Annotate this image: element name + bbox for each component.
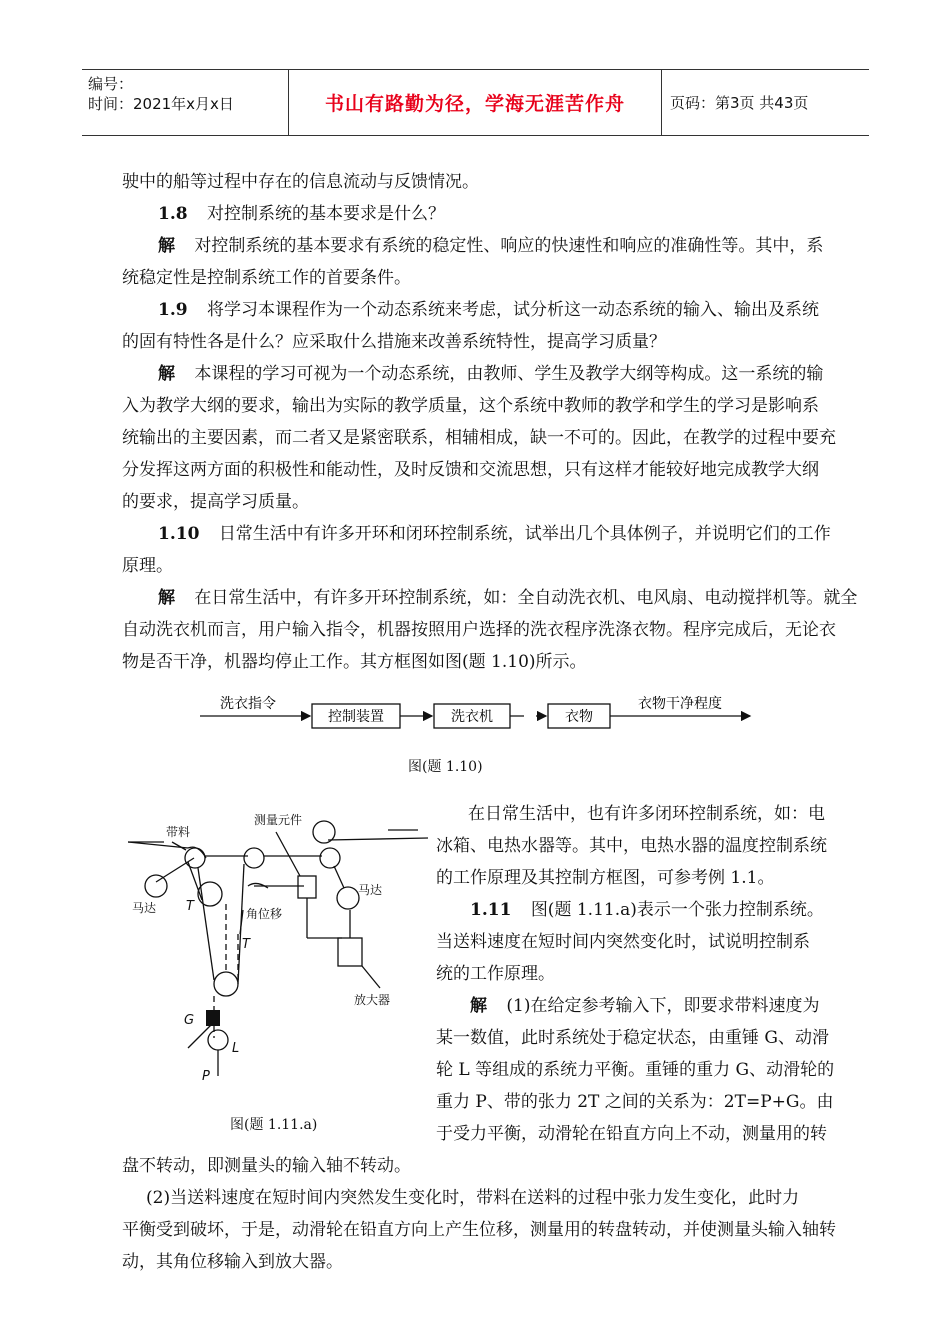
answer-mark: 解 xyxy=(158,588,175,608)
answer-line xyxy=(158,588,857,608)
text-line: 平衡受到破坏，于是，动滑轮在铅直方向上产生位移，测量用的转盘转动，并使测量头输入轴转 xyxy=(122,1220,836,1240)
text-line: 轮 L 等组成的系统力平衡。重锤的重力 G、动滑轮的 xyxy=(436,1060,835,1080)
weight-label: G xyxy=(184,1013,195,1028)
question-1-8 xyxy=(158,204,445,224)
tension-label: T xyxy=(242,937,250,952)
answer-line xyxy=(470,996,820,1016)
roller xyxy=(313,821,335,843)
tension-label: T xyxy=(186,899,194,914)
text-line: 盘不转动，即测量头的输入轴不转动。 xyxy=(122,1156,411,1176)
text-line: 当送料速度在短时间内突然变化时，试说明控制系 xyxy=(436,932,810,952)
sensor-block xyxy=(298,876,316,898)
angle-label: 角位移 xyxy=(246,907,283,921)
tension-control-diagram xyxy=(128,800,438,1090)
figure-caption: 图(题 1.11.a) xyxy=(230,1117,318,1133)
weight-block xyxy=(206,1010,220,1026)
output-label: 衣物干净程度 xyxy=(638,696,722,712)
question-number: 1.11 xyxy=(470,900,512,920)
answer-mark: 解 xyxy=(158,364,175,384)
text-line: 统稳定性是控制系统工作的首要条件。 xyxy=(122,268,411,288)
text-line: 的工作原理及其控制方框图，可参考例 1.1。 xyxy=(436,868,775,888)
pulley-label: L xyxy=(232,1041,240,1056)
moving-pulley xyxy=(208,1030,228,1050)
header-left xyxy=(82,70,289,136)
header-motto-cell xyxy=(289,70,662,136)
question-1-9 xyxy=(158,300,819,320)
question-number: 1.10 xyxy=(158,524,200,544)
control-device-label: 控制装置 xyxy=(328,709,384,725)
question-1-11 xyxy=(470,900,824,920)
text-line: (2)当送料速度在短时间内突然发生变化时，带料在送料的过程中张力发生变化，此时力 xyxy=(146,1188,800,1208)
force-label: P xyxy=(202,1069,210,1084)
belt-label: 带料 xyxy=(166,825,191,839)
text-line: 原理。 xyxy=(122,556,173,576)
text-line: 的要求，提高学习质量。 xyxy=(122,492,309,512)
answer-text: 本课程的学习可视为一个动态系统，由教师、学生及教学大纲等构成。这一系统的输 xyxy=(194,364,824,384)
washer-label: 洗衣机 xyxy=(451,709,493,725)
question-number: 1.8 xyxy=(158,204,188,224)
answer-line xyxy=(158,364,823,384)
clothes-label: 衣物 xyxy=(565,709,593,725)
sensor-label: 测量元件 xyxy=(254,813,303,827)
input-label: 洗衣指令 xyxy=(220,696,276,712)
number-label: 编号： xyxy=(88,75,134,93)
page-info: 页码：第3页 共43页 xyxy=(662,70,870,136)
answer-text: (1)在给定参考输入下，即要求带料速度为 xyxy=(506,996,820,1016)
question-text: 图(题 1.11.a)表示一个张力控制系统。 xyxy=(530,900,824,920)
question-1-10 xyxy=(158,524,831,544)
answer-text: 在日常生活中，有许多开环控制系统，如：全自动洗衣机、电风扇、电动搅拌机等。就全 xyxy=(194,588,858,608)
text-line: 入为教学大纲的要求，输出为实际的教学质量，这个系统中教师的教学和学生的学习是影响系 xyxy=(122,396,819,416)
motto: 书山有路勤为径，学海无涯苦作舟 xyxy=(324,93,625,115)
question-number: 1.9 xyxy=(158,300,188,320)
amplifier-block xyxy=(338,938,362,966)
roller xyxy=(185,848,205,868)
block-diagram-1-10 xyxy=(190,688,760,732)
motor-left-icon xyxy=(145,875,167,897)
question-text: 日常生活中有许多开环和闭环控制系统，试举出几个具体例子，并说明它们的工作 xyxy=(218,524,831,544)
text-line: 统输出的主要因素，而二者又是紧密联系，相辅相成，缺一不可的。因此，在教学的过程中要充 xyxy=(122,428,836,448)
text-line: 统的工作原理。 xyxy=(436,964,555,984)
motor-right-icon xyxy=(337,887,359,909)
time-label: 时间：2021年x月x日 xyxy=(88,95,234,113)
question-text: 将学习本课程作为一个动态系统来考虑，试分析这一动态系统的输入、输出及系统 xyxy=(206,300,819,320)
roller xyxy=(244,848,264,868)
text-line: 动，其角位移输入到放大器。 xyxy=(122,1252,343,1272)
text-line: 分发挥这两方面的积极性和能动性，及时反馈和交流思想，只有这样才能较好地完成教学大纲 xyxy=(122,460,819,480)
text-line: 于受力平衡，动滑轮在铅直方向上不动，测量用的转 xyxy=(436,1124,827,1144)
text-line: 物是否干净，机器均停止工作。其方框图如图(题 1.10)所示。 xyxy=(122,652,587,672)
pulley xyxy=(214,972,238,996)
page-header xyxy=(82,69,869,136)
amplifier-label: 放大器 xyxy=(354,993,391,1007)
text-line: 自动洗衣机而言，用户输入指令，机器按照用户选择的洗衣程序洗涤衣物。程序完成后，无论衣 xyxy=(122,620,836,640)
text-line: 在日常生活中，也有许多闭环控制系统，如：电 xyxy=(468,804,825,824)
motor-right-label: 马达 xyxy=(358,883,383,897)
answer-mark: 解 xyxy=(158,236,175,256)
text-line: 的固有特性各是什么？应采取什么措施来改善系统特性，提高学习质量？ xyxy=(122,332,666,352)
question-text: 对控制系统的基本要求是什么？ xyxy=(206,204,445,224)
answer-line xyxy=(158,236,823,256)
roller xyxy=(320,848,340,868)
text-line: 某一数值，此时系统处于稳定状态，由重锤 G、动滑 xyxy=(436,1028,829,1048)
figure-caption: 图(题 1.10) xyxy=(408,759,483,775)
text-line: 冰箱、电热水器等。其中，电热水器的温度控制系统 xyxy=(436,836,827,856)
answer-mark: 解 xyxy=(470,996,487,1016)
motor-left-label: 马达 xyxy=(132,901,157,915)
text-line: 驶中的船等过程中存在的信息流动与反馈情况。 xyxy=(122,172,479,192)
answer-text: 对控制系统的基本要求有系统的稳定性、响应的快速性和响应的准确性等。其中，系 xyxy=(194,236,824,256)
text-line: 重力 P、带的张力 2T 之间的关系为：2T=P+G。由 xyxy=(436,1092,834,1112)
